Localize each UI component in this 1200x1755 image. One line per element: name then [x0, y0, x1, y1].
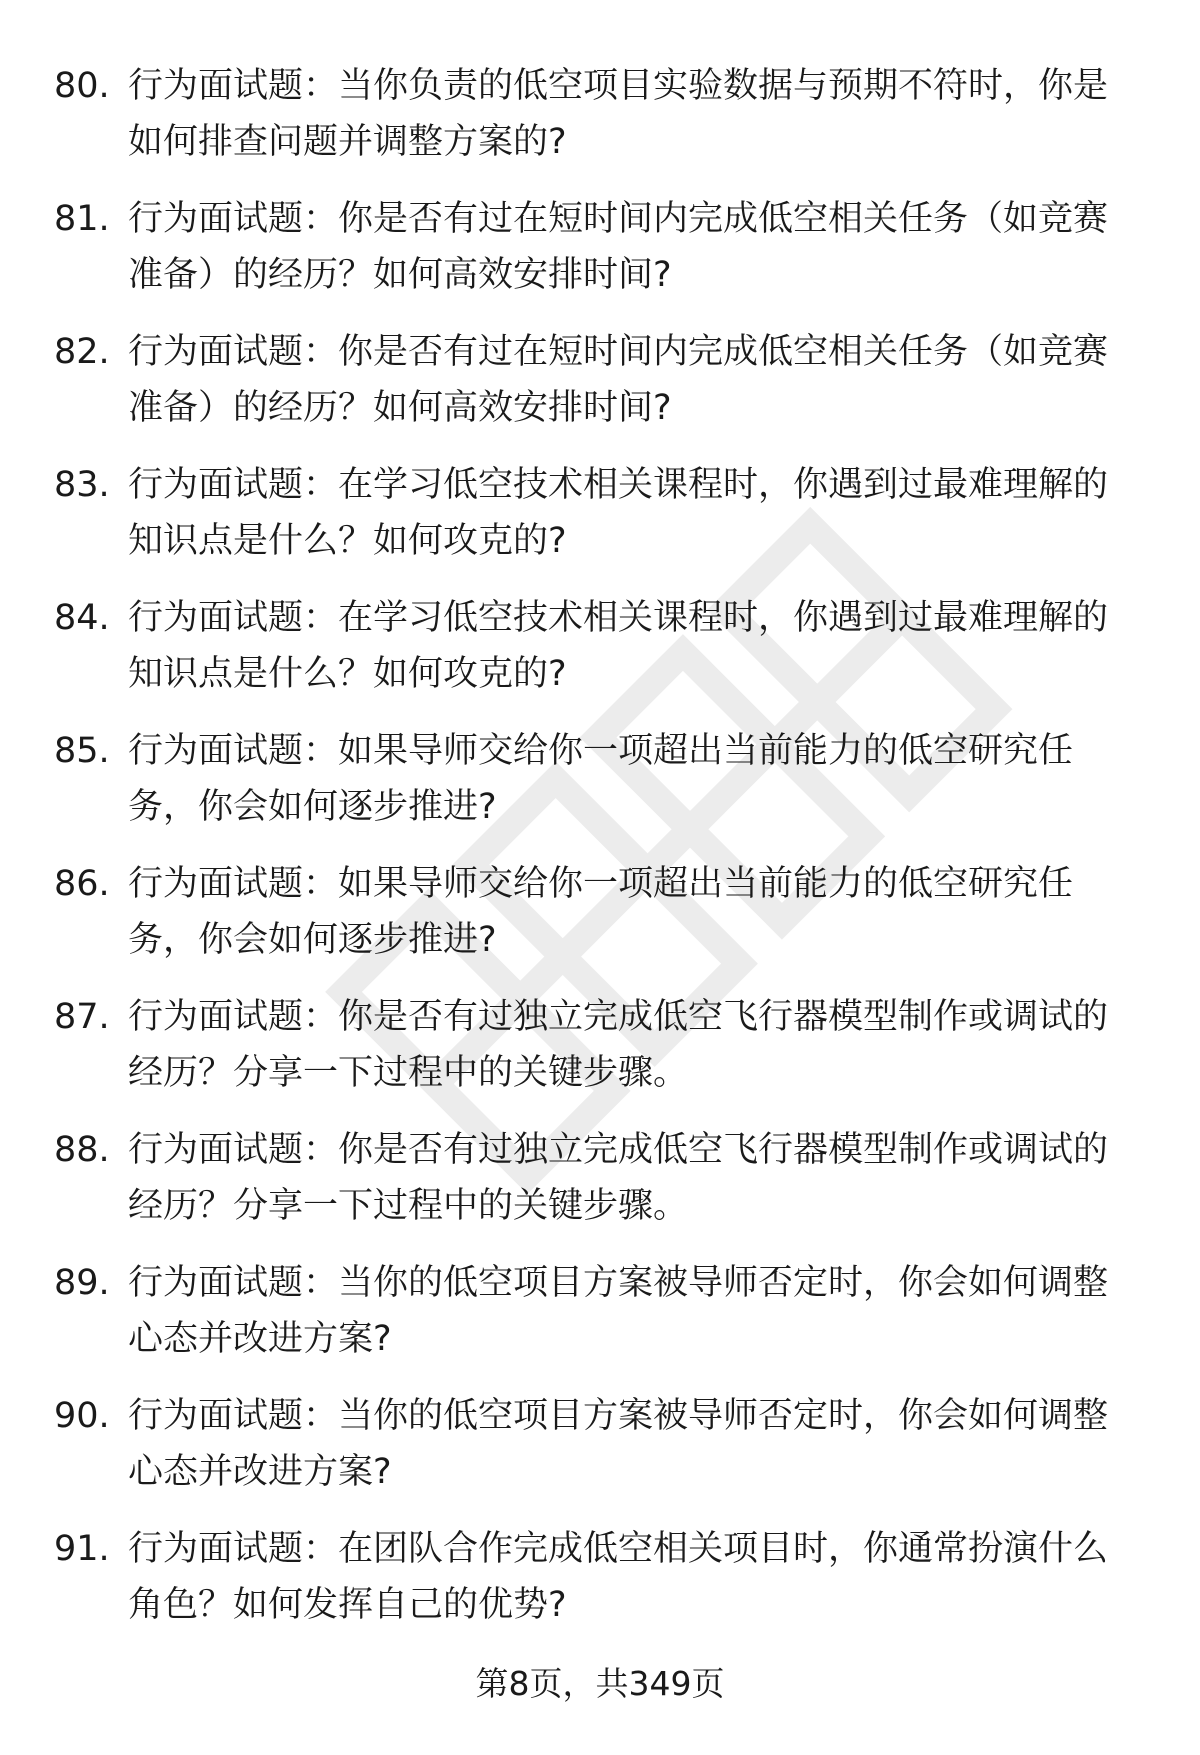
- question-text: 行为面试题：你是否有过在短时间内完成低空相关任务（如竞赛准备）的经历？如何高效安排时间?: [128, 332, 1109, 428]
- question-text: 行为面试题：在学习低空技术相关课程时，你遇到过最难理解的知识点是什么？如何攻克的?: [128, 598, 1109, 694]
- question-text: 行为面试题：当你负责的低空项目实验数据与预期不符时，你是如何排查问题并调整方案的?: [128, 66, 1109, 162]
- question-number: 91.: [54, 1529, 110, 1569]
- question-number: 80.: [54, 66, 110, 106]
- question-item: [0, 324, 1200, 457]
- question-number: 88.: [54, 1130, 110, 1170]
- question-number: 87.: [54, 997, 110, 1037]
- question-number: 83.: [54, 465, 110, 505]
- question-item: [0, 1255, 1200, 1388]
- question-text: 行为面试题：你是否有过独立完成低空飞行器模型制作或调试的经历？分享一下过程中的关键步骤。: [128, 1130, 1109, 1226]
- question-item: [0, 1122, 1200, 1255]
- question-item: [0, 191, 1200, 324]
- question-text: 行为面试题：当你的低空项目方案被导师否定时，你会如何调整心态并改进方案?: [128, 1263, 1109, 1359]
- question-item: [0, 457, 1200, 590]
- question-number: 90.: [54, 1396, 110, 1436]
- question-number: 89.: [54, 1263, 110, 1303]
- question-text: 行为面试题：当你的低空项目方案被导师否定时，你会如何调整心态并改进方案?: [128, 1396, 1109, 1492]
- question-number: 82.: [54, 332, 110, 372]
- question-item: [0, 856, 1200, 989]
- question-number: 84.: [54, 598, 110, 638]
- question-text: 行为面试题：你是否有过独立完成低空飞行器模型制作或调试的经历？分享一下过程中的关键步骤。: [128, 997, 1109, 1093]
- question-text: 行为面试题：如果导师交给你一项超出当前能力的低空研究任务，你会如何逐步推进?: [128, 864, 1074, 960]
- question-item: [0, 1388, 1200, 1521]
- question-text: 行为面试题：在团队合作完成低空相关项目时，你通常扮演什么角色？如何发挥自己的优势?: [128, 1529, 1109, 1625]
- question-item: [0, 58, 1200, 191]
- question-text: 行为面试题：你是否有过在短时间内完成低空相关任务（如竞赛准备）的经历？如何高效安排时间?: [128, 199, 1109, 295]
- question-number: 81.: [54, 199, 110, 239]
- page-number: 第8页，共349页: [475, 1664, 725, 1703]
- question-text: 行为面试题：在学习低空技术相关课程时，你遇到过最难理解的知识点是什么？如何攻克的?: [128, 465, 1109, 561]
- question-number: 86.: [54, 864, 110, 904]
- question-list: [0, 58, 1200, 1654]
- question-item: [0, 723, 1200, 856]
- question-number: 85.: [54, 731, 110, 771]
- question-item: [0, 1521, 1200, 1654]
- question-item: [0, 989, 1200, 1122]
- question-item: [0, 590, 1200, 723]
- question-text: 行为面试题：如果导师交给你一项超出当前能力的低空研究任务，你会如何逐步推进?: [128, 731, 1074, 827]
